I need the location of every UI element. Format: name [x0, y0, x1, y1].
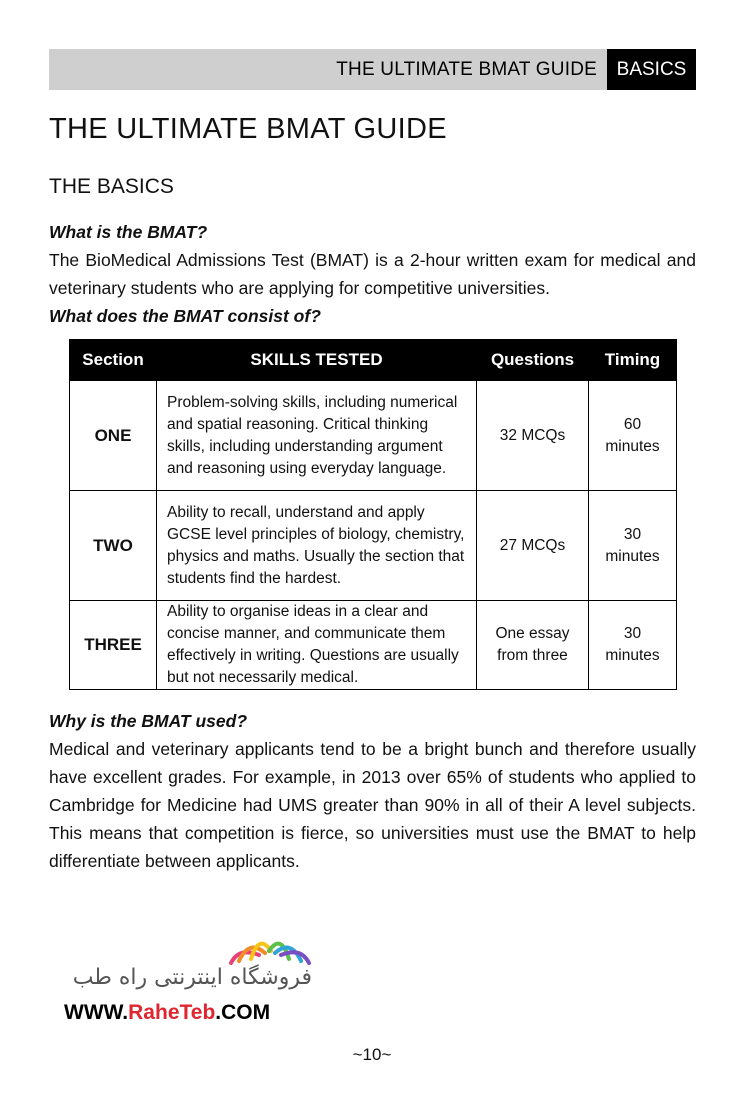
section-cell: ONE — [70, 381, 157, 491]
logo-url: WWW.RaheTeb.COM — [64, 1001, 271, 1024]
logo-persian-text: فروشگاه اینترنتی راه طب — [72, 965, 312, 990]
column-header: Questions — [477, 340, 589, 381]
header-tag: BASICS — [607, 49, 696, 90]
table-row — [70, 381, 677, 491]
skills-cell: Ability to recall, understand and apply GCSE level principles of biology, chemistry, physics and maths. Usually the section that students find the hardest. — [157, 491, 477, 601]
timing-cell: 30 minutes — [589, 601, 677, 690]
question-why-bmat: Why is the BMAT used? — [49, 711, 248, 731]
page-number: ~10~ — [352, 1045, 392, 1064]
answer-why-bmat: Medical and veterinary applicants tend to be a bright bunch and therefore usually have excellent grades. For example, in 2013 over 65% of students who applied to Cambridge for Medicine had UMS greater than 90% in all of their A level subjects. This means that competition is fierce, so universities must use the BMAT to help differentiate between applicants. — [49, 739, 696, 871]
bmat-sections-table — [69, 339, 677, 690]
table-header-row — [70, 340, 677, 381]
timing-cell: 30 minutes — [589, 491, 677, 601]
question-bmat-consist: What does the BMAT consist of? — [49, 306, 321, 326]
running-header — [49, 49, 696, 90]
section-cell: TWO — [70, 491, 157, 601]
questions-cell: 27 MCQs — [477, 491, 589, 601]
section-cell: THREE — [70, 601, 157, 690]
column-header: Timing — [589, 340, 677, 381]
page-title: THE ULTIMATE BMAT GUIDE — [49, 113, 447, 145]
table-row — [70, 601, 677, 690]
questions-cell: One essay from three — [477, 601, 589, 690]
answer-what-is-bmat: The BioMedical Admissions Test (BMAT) is a 2-hour written exam for medical and veterinary students who are applying for competitive universities. — [49, 250, 696, 298]
column-header: Section — [70, 340, 157, 381]
skills-cell: Ability to organise ideas in a clear and concise manner, and communicate them effectively in writing. Questions are usually but not necessarily medical. — [157, 601, 477, 690]
table-row — [70, 491, 677, 601]
skills-cell: Problem-solving skills, including numerical and spatial reasoning. Critical thinking skills, including understanding argument and reasoning using everyday language. — [157, 381, 477, 491]
questions-cell: 32 MCQs — [477, 381, 589, 491]
column-header: SKILLS TESTED — [157, 340, 477, 381]
watermark-logo — [60, 925, 320, 1025]
book-arcs-icon — [225, 925, 315, 965]
header-title: THE ULTIMATE BMAT GUIDE — [336, 58, 597, 80]
timing-cell: 60 minutes — [589, 381, 677, 491]
section-title: THE BASICS — [49, 175, 174, 198]
question-what-is-bmat: What is the BMAT? — [49, 222, 208, 242]
